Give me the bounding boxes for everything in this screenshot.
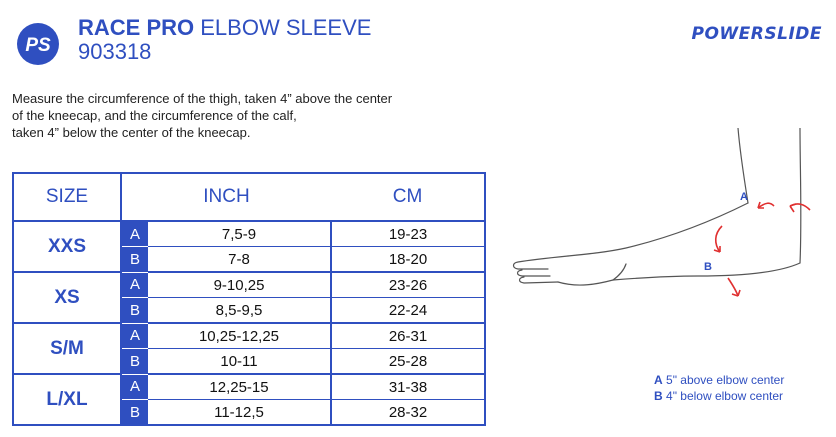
table-row [13, 272, 485, 298]
cm-value: 26-31 [331, 323, 485, 349]
measure-marker: B [121, 247, 148, 273]
inch-value: 10-11 [148, 349, 331, 375]
measure-marker: A [121, 323, 148, 349]
cm-value: 23-26 [331, 272, 485, 298]
measure-marker: A [121, 272, 148, 298]
header-size: SIZE [13, 173, 121, 221]
inch-value: 7,5-9 [148, 221, 331, 247]
inch-value: 12,25-15 [148, 374, 331, 400]
measure-marker: A [121, 374, 148, 400]
legend-item-a [654, 372, 784, 388]
arm-diagram [508, 128, 828, 308]
title-light: ELBOW SLEEVE [200, 15, 372, 40]
size-label: XS [13, 272, 121, 323]
ps-logo-icon [16, 22, 60, 66]
cm-value: 25-28 [331, 349, 485, 375]
inch-value: 10,25-12,25 [148, 323, 331, 349]
product-code: 903318 [78, 39, 152, 64]
legend-text-a: 5" above elbow center [666, 373, 785, 387]
header-cm: CM [331, 173, 485, 221]
table-header-row [13, 173, 485, 221]
size-label: S/M [13, 323, 121, 374]
header-inch: INCH [121, 173, 331, 221]
table-row [13, 374, 485, 400]
size-table [12, 172, 486, 426]
instruction-line: taken 4” below the center of the kneecap. [12, 125, 251, 140]
page-title [78, 16, 371, 40]
measure-marker: B [121, 298, 148, 324]
legend-key-a: A [654, 373, 663, 387]
legend-text-b: 4" below elbow center [666, 389, 784, 403]
instruction-line: Measure the circumference of the thigh, taken 4” above the center [12, 91, 393, 106]
measure-instructions [12, 90, 452, 141]
legend-item-b [654, 388, 784, 404]
instruction-line: of the kneecap, and the circumference of the calf, [12, 108, 297, 123]
table-row [13, 323, 485, 349]
inch-value: 7-8 [148, 247, 331, 273]
cm-value: 28-32 [331, 400, 485, 426]
table-row [13, 221, 485, 247]
title-block [78, 16, 371, 64]
size-label: L/XL [13, 374, 121, 425]
cm-value: 22-24 [331, 298, 485, 324]
legend [654, 372, 784, 404]
size-label: XXS [13, 221, 121, 272]
label-a: A [740, 191, 748, 203]
inch-value: 9-10,25 [148, 272, 331, 298]
inch-value: 8,5-9,5 [148, 298, 331, 324]
cm-value: 19-23 [331, 221, 485, 247]
cm-value: 18-20 [331, 247, 485, 273]
inch-value: 11-12,5 [148, 400, 331, 426]
brand-logo: POWERSLIDE [691, 24, 822, 44]
label-b: B [704, 261, 712, 273]
title-bold: RACE PRO [78, 15, 195, 40]
cm-value: 31-38 [331, 374, 485, 400]
logo-text: PS [25, 35, 51, 56]
measure-marker: B [121, 349, 148, 375]
measure-arrows-icon [714, 202, 810, 296]
legend-key-b: B [654, 389, 663, 403]
measure-marker: A [121, 221, 148, 247]
measure-marker: B [121, 400, 148, 426]
